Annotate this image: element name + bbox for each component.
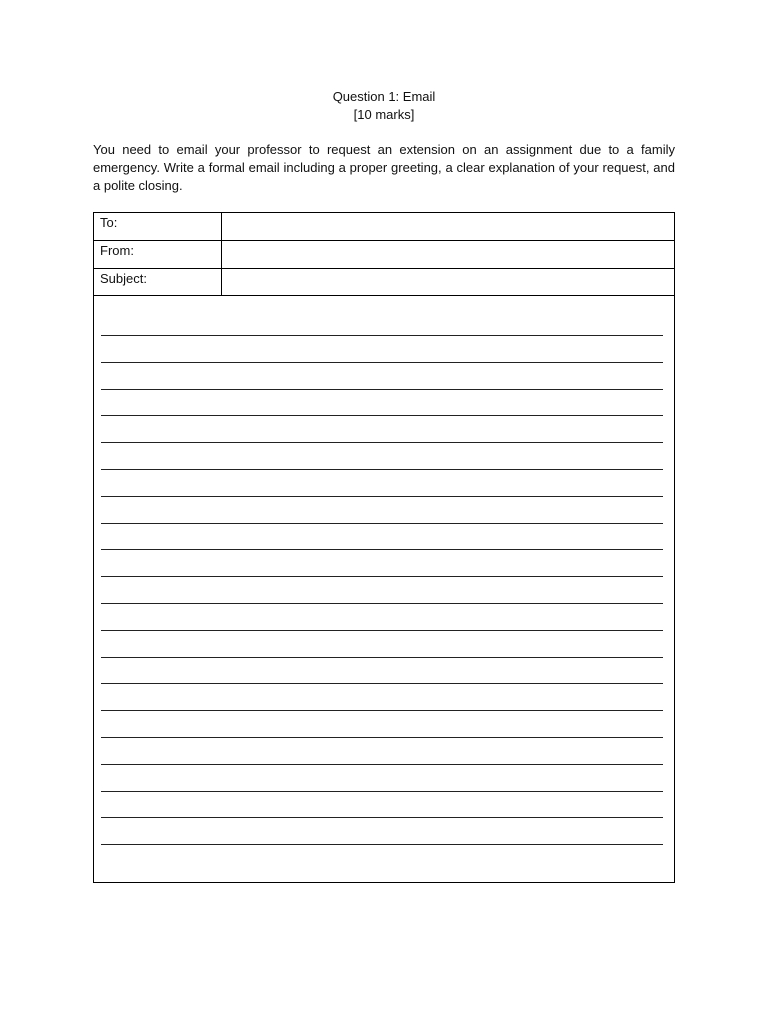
answer-line[interactable] (101, 442, 663, 443)
answer-line[interactable] (101, 469, 663, 470)
email-subject-label: Subject: (94, 269, 222, 295)
answer-line[interactable] (101, 362, 663, 363)
answer-line[interactable] (101, 657, 663, 658)
question-title: Question 1: Email (332, 89, 436, 104)
answer-line[interactable] (101, 576, 663, 577)
answer-line[interactable] (101, 817, 663, 818)
email-from-row (94, 241, 674, 269)
answer-line[interactable] (101, 496, 663, 497)
answer-line[interactable] (101, 683, 663, 684)
question-marks: [10 marks] (353, 107, 415, 122)
answer-line[interactable] (101, 389, 663, 390)
answer-line[interactable] (101, 335, 663, 336)
email-subject-row (94, 269, 674, 296)
answer-line[interactable] (101, 710, 663, 711)
answer-line[interactable] (101, 737, 663, 738)
answer-line[interactable] (101, 630, 663, 631)
answer-line[interactable] (101, 549, 663, 550)
email-header-table (93, 212, 675, 296)
question-instructions: You need to email your professor to request an extension on an assignment due to a family emergency. Write a formal email including a proper greeting, a clear explanation of your request, and a polite closing. (93, 142, 675, 193)
email-to-label: To: (94, 213, 222, 240)
email-to-field[interactable] (222, 213, 674, 240)
answer-line[interactable] (101, 764, 663, 765)
email-from-label: From: (94, 241, 222, 268)
answer-line[interactable] (101, 523, 663, 524)
answer-line[interactable] (101, 415, 663, 416)
email-body-area[interactable] (93, 295, 675, 883)
email-from-field[interactable] (222, 241, 674, 268)
answer-line[interactable] (101, 791, 663, 792)
answer-line[interactable] (101, 603, 663, 604)
answer-line[interactable] (101, 844, 663, 845)
email-to-row (94, 213, 674, 241)
email-subject-field[interactable] (222, 269, 674, 295)
